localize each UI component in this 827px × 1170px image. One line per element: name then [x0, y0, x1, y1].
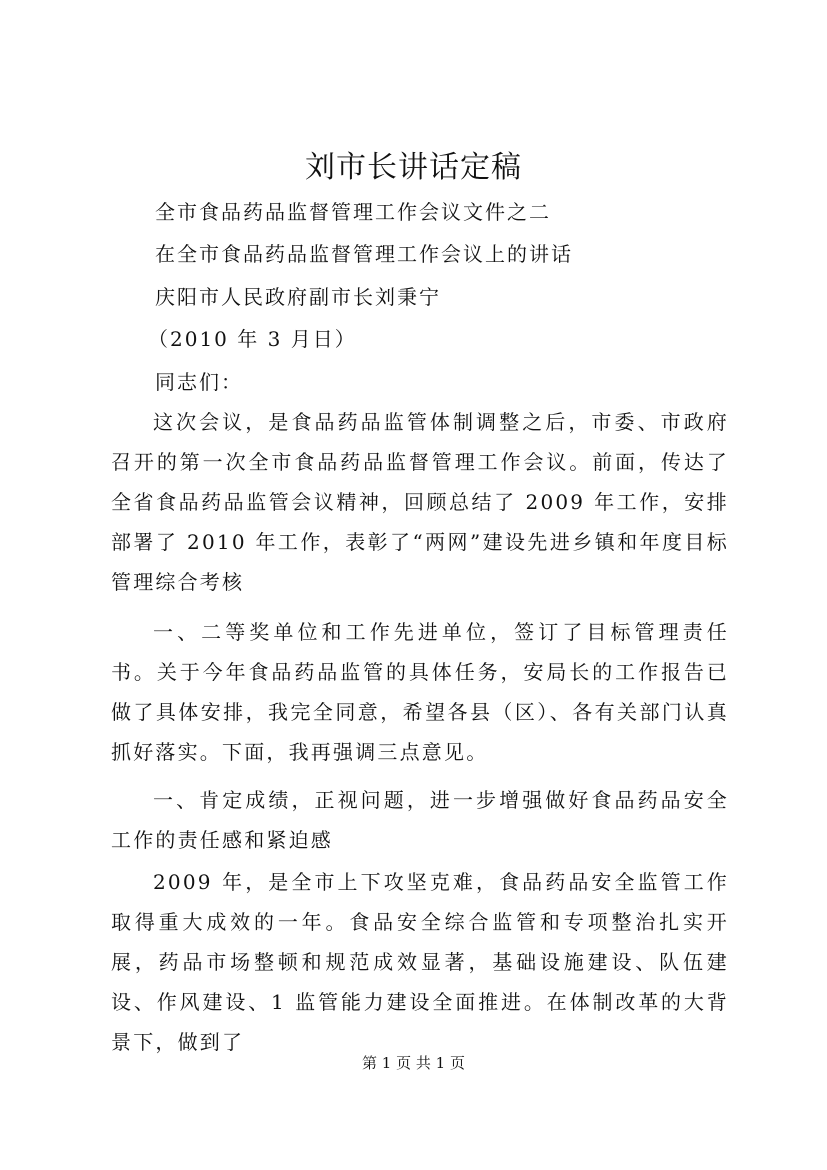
date-line: （2010 年 3 月日）	[148, 327, 357, 351]
paragraph-3-heading: 一、肯定成绩，正视问题，进一步增强做好食品药品安全工作的责任感和紧迫感	[111, 788, 729, 852]
subtitle-line-2: 在全市食品药品监督管理工作会议上的讲话	[155, 242, 573, 266]
paragraph-4: 2009 年，是全市上下攻坚克难，食品药品安全监管工作取得重大成效的一年。食品安全综合监管和专项整治扎实开展，药品市场整顿和规范成效显著，基础设施建设、队伍建设、作风建设、1 监管能力建设全面推进。在体制改革的大背景下，做到了	[111, 870, 729, 1054]
page-number-footer: 第 1 页 共 1 页	[362, 1054, 465, 1072]
paragraph-2: 一、二等奖单位和工作先进单位，签订了目标管理责任书。关于今年食品药品监管的具体任务，安局长的工作报告已做了具体安排，我完全同意，希望各县（区）、各有关部门认真抓好落实。下面，我再强调三点意见。	[111, 620, 729, 764]
subtitle-line-1: 全市食品药品监督管理工作会议文件之二	[155, 200, 551, 224]
document-title: 刘市长讲话定稿	[305, 150, 522, 185]
paragraph-1: 这次会议，是食品药品监管体制调整之后，市委、市政府召开的第一次全市食品药品监督管理工作会议。前面，传达了全省食品药品监管会议精神，回顾总结了 2009 年工作，安排部署了 2010 年工作，表彰了“两网”建设先进乡镇和年度目标管理综合考核	[111, 410, 729, 594]
salutation: 同志们：	[155, 370, 243, 394]
speaker-line: 庆阳市人民政府副市长刘秉宁	[155, 285, 441, 309]
